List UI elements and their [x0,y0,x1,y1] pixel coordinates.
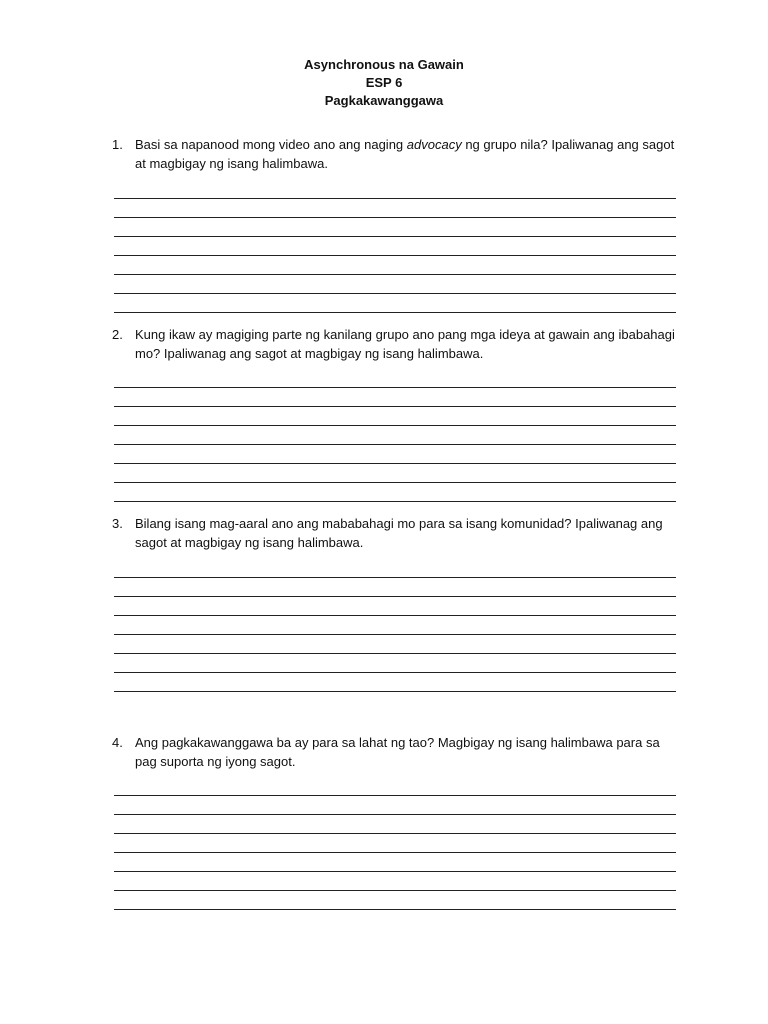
answer-line[interactable] [114,653,676,654]
answer-line[interactable] [114,596,676,597]
question-number: 4. [112,735,123,750]
answer-line[interactable] [114,482,676,483]
question-number: 3. [112,516,123,531]
question-text-part: Basi sa napanood mong video ano ang naging [135,137,407,152]
answer-lines-3[interactable] [114,577,676,710]
question-text: Bilang isang mag-aaral ano ang mababahagi mo para sa isang komunidad? Ipaliwanag ang sagot at magbigay ng isang halimbawa. [135,516,663,550]
worksheet-topic: Pagkakawanggawa [324,93,444,108]
answer-line[interactable] [114,634,676,635]
worksheet-header [0,56,768,110]
question-text-part: ng grupo nila? Ipaliwanag ang sagot at magbigay ng isang halimbawa. [135,137,675,171]
worksheet-title: Asynchronous na Gawain [304,57,464,72]
answer-line[interactable] [114,795,676,796]
answer-line[interactable] [114,255,676,256]
question-emphasis: advocacy [406,137,462,152]
answer-line[interactable] [114,909,676,910]
answer-line[interactable] [114,615,676,616]
answer-line[interactable] [114,198,676,199]
answer-line[interactable] [114,852,676,853]
answer-line[interactable] [114,871,676,872]
answer-line[interactable] [114,501,676,502]
answer-line[interactable] [114,577,676,578]
question-number: 2. [112,327,123,342]
answer-line[interactable] [114,890,676,891]
worksheet-subject: ESP 6 [365,75,403,90]
answer-line[interactable] [114,444,676,445]
answer-line[interactable] [114,814,676,815]
answer-lines-2[interactable] [114,387,676,520]
answer-line[interactable] [114,463,676,464]
question-number: 1. [112,137,123,152]
answer-line[interactable] [114,691,676,692]
answer-line[interactable] [114,406,676,407]
answer-line[interactable] [114,293,676,294]
answer-lines-1[interactable] [114,198,676,331]
question-text: Ang pagkakawanggawa ba ay para sa lahat ng tao? Magbigay ng isang halimbawa para sa pag suporta ng iyong sagot. [135,735,660,769]
answer-lines-4[interactable] [114,795,676,928]
question-text [135,135,680,173]
answer-line[interactable] [114,236,676,237]
answer-line[interactable] [114,387,676,388]
answer-line[interactable] [114,672,676,673]
answer-line[interactable] [114,312,676,313]
answer-line[interactable] [114,425,676,426]
answer-line[interactable] [114,833,676,834]
answer-line[interactable] [114,274,676,275]
answer-line[interactable] [114,217,676,218]
question-text: Kung ikaw ay magiging parte ng kanilang grupo ano pang mga ideya at gawain ang ibabahagi mo? Ipaliwanag ang sagot at magbigay ng isang halimbawa. [135,327,675,361]
